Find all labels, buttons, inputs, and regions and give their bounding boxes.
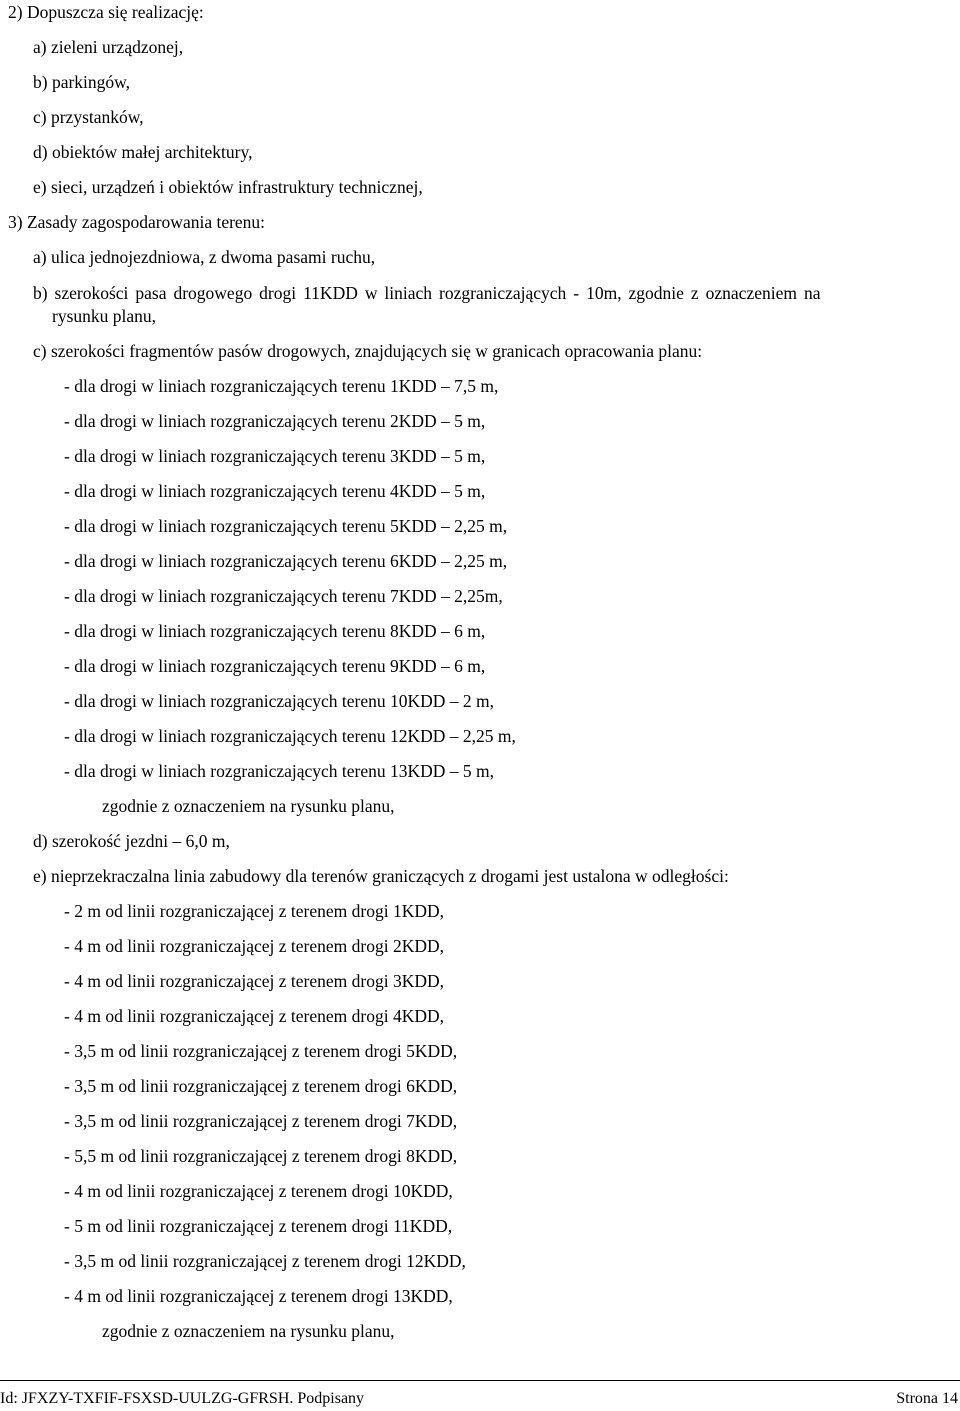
list-item: d) szerokość jezdni – 6,0 m, [33, 831, 230, 851]
sub-list-item: - 4 m od linii rozgraniczającej z terenem drogi 13KDD, [64, 1286, 453, 1306]
sub-list-item: - dla drogi w liniach rozgraniczających terenu 9KDD – 6 m, [64, 656, 486, 676]
sub-list-item: - dla drogi w liniach rozgraniczających terenu 6KDD – 2,25 m, [64, 551, 508, 571]
list-item: b) szerokości pasa drogowego drogi 11KDD w liniach rozgraniczających - 10m, zgodnie z oznaczeniem na [33, 283, 821, 303]
list-item: a) zieleni urządzonej, [33, 37, 184, 57]
sub-list-item: - dla drogi w liniach rozgraniczających terenu 2KDD – 5 m, [64, 411, 486, 431]
footer-divider [0, 1380, 960, 1381]
sub-list-item: - dla drogi w liniach rozgraniczających terenu 10KDD – 2 m, [64, 691, 495, 711]
sub-list-note: zgodnie z oznaczeniem na rysunku planu, [102, 796, 395, 816]
document-id: Id: JFXZY-TXFIF-FSXSD-UULZG-GFRSH. Podpisany [0, 1390, 365, 1407]
list-item: d) obiektów małej architektury, [33, 142, 253, 162]
sub-list-item: - 4 m od linii rozgraniczającej z terenem drogi 2KDD, [64, 936, 444, 956]
list-item-continuation: rysunku planu, [52, 306, 157, 326]
sub-list-item: - dla drogi w liniach rozgraniczających terenu 4KDD – 5 m, [64, 481, 486, 501]
list-item: c) szerokości fragmentów pasów drogowych, znajdujących się w granicach opracowania planu: [33, 341, 703, 361]
sub-list-item: - 3,5 m od linii rozgraniczającej z terenem drogi 5KDD, [64, 1041, 458, 1061]
sub-list-item: - dla drogi w liniach rozgraniczających terenu 13KDD – 5 m, [64, 761, 495, 781]
sub-list-item: - dla drogi w liniach rozgraniczających terenu 5KDD – 2,25 m, [64, 516, 508, 536]
section-2-heading: 2) Dopuszcza się realizację: [8, 2, 204, 22]
sub-list-item: - dla drogi w liniach rozgraniczających terenu 12KDD – 2,25 m, [64, 726, 516, 746]
sub-list-item: - 2 m od linii rozgraniczającej z terenem drogi 1KDD, [64, 901, 444, 921]
list-item: c) przystanków, [33, 107, 144, 127]
sub-list-item: - dla drogi w liniach rozgraniczających terenu 3KDD – 5 m, [64, 446, 486, 466]
section-3-heading: 3) Zasady zagospodarowania terenu: [8, 212, 266, 232]
sub-list-item: - dla drogi w liniach rozgraniczających terenu 7KDD – 2,25m, [64, 586, 503, 606]
sub-list-item: - 4 m od linii rozgraniczającej z terenem drogi 3KDD, [64, 971, 444, 991]
sub-list-item: - 3,5 m od linii rozgraniczającej z terenem drogi 12KDD, [64, 1251, 466, 1271]
list-item: b) parkingów, [33, 72, 131, 92]
page-number: Strona 14 [896, 1390, 958, 1407]
sub-list-note: zgodnie z oznaczeniem na rysunku planu, [102, 1321, 395, 1341]
sub-list-item: - 4 m od linii rozgraniczającej z terenem drogi 4KDD, [64, 1006, 444, 1026]
list-item: a) ulica jednojezdniowa, z dwoma pasami ruchu, [33, 247, 376, 267]
list-item: e) sieci, urządzeń i obiektów infrastruktury technicznej, [33, 177, 423, 197]
list-item: e) nieprzekraczalna linia zabudowy dla terenów graniczących z drogami jest ustalona w odległości: [33, 866, 729, 886]
sub-list-item: - dla drogi w liniach rozgraniczających terenu 1KDD – 7,5 m, [64, 376, 499, 396]
sub-list-item: - 4 m od linii rozgraniczającej z terenem drogi 10KDD, [64, 1181, 453, 1201]
sub-list-item: - dla drogi w liniach rozgraniczających terenu 8KDD – 6 m, [64, 621, 486, 641]
sub-list-item: - 5,5 m od linii rozgraniczającej z terenem drogi 8KDD, [64, 1146, 458, 1166]
sub-list-item: - 3,5 m od linii rozgraniczającej z terenem drogi 7KDD, [64, 1111, 458, 1131]
sub-list-item: - 3,5 m od linii rozgraniczającej z terenem drogi 6KDD, [64, 1076, 458, 1096]
sub-list-item: - 5 m od linii rozgraniczającej z terenem drogi 11KDD, [64, 1216, 453, 1236]
